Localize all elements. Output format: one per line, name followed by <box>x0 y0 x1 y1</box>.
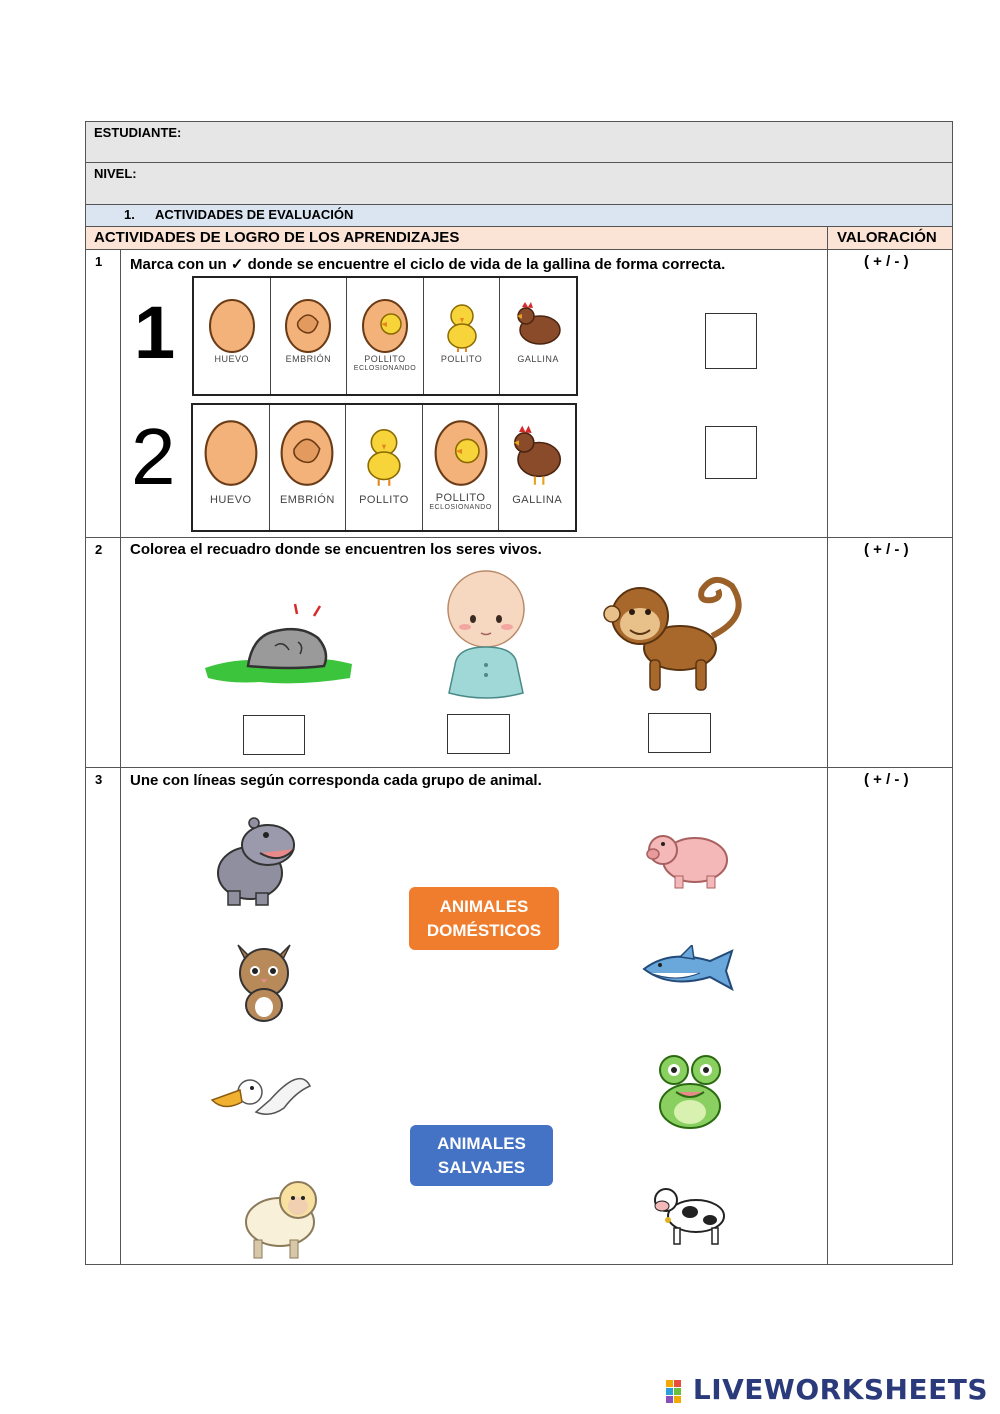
chick-icon <box>354 415 414 489</box>
cycle-1-checkbox[interactable] <box>705 313 757 369</box>
item-number: 2 <box>95 542 103 557</box>
baby-checkbox[interactable] <box>447 714 510 754</box>
item-rating: ( + / - ) <box>864 253 909 270</box>
cycle-cell-hatching <box>347 278 424 394</box>
cycle-cell-caption: GALLINA <box>512 494 563 506</box>
domestic-animals-badge: ANIMALES DOMÉSTICOS <box>409 887 559 950</box>
cycle-cell-caption: HUEVO <box>209 494 252 506</box>
level-row <box>85 163 953 205</box>
chick-icon <box>434 294 490 354</box>
cycle-cell-chick <box>346 405 423 530</box>
cycle-2-strip <box>191 403 577 532</box>
baby-image <box>437 565 535 702</box>
item-number: 1 <box>95 254 103 269</box>
student-row <box>85 121 953 163</box>
egg-icon <box>204 294 260 354</box>
item-question: Colorea el recuadro donde se encuentren los seres vivos. <box>130 541 542 558</box>
liveworksheets-logo: LIVEWORKSHEETS <box>666 1373 988 1406</box>
shark-image <box>640 945 735 993</box>
cycle-cell-hatching <box>423 405 500 530</box>
cycle-cell-caption: POLLITO ECLOSIONANDO <box>353 354 417 372</box>
embryo-egg-icon <box>277 415 337 489</box>
cycle-2-number: 2 <box>131 412 176 501</box>
cow-image <box>650 1182 730 1248</box>
item-number: 3 <box>95 772 103 787</box>
pig-image <box>645 822 733 892</box>
student-label: ESTUDIANTE: <box>94 125 182 140</box>
activities-column-header: ACTIVIDADES DE LOGRO DE LOS APRENDIZAJES <box>94 229 460 246</box>
hen-icon <box>510 294 566 354</box>
rating-divider <box>827 768 828 1264</box>
cycle-cell-egg <box>194 278 271 394</box>
egg-icon <box>201 415 261 489</box>
embryo-egg-icon <box>280 294 336 354</box>
cycle-cell-caption: POLLITO ECLOSIONANDO <box>429 492 492 511</box>
hippo-image <box>210 813 300 908</box>
cycle-1-strip <box>192 276 578 396</box>
monkey-checkbox[interactable] <box>648 713 711 753</box>
rock-on-grass-image <box>200 598 355 694</box>
logo-grid-icon <box>666 1378 690 1402</box>
cycle-cell-embryo <box>271 278 348 394</box>
cat-image <box>228 935 300 1023</box>
cycle-cell-egg <box>193 405 270 530</box>
item-question: Marca con un ✓ donde se encuentre el ciclo de vida de la gallina de forma correcta. <box>130 256 726 273</box>
cycle-cell-hen <box>499 405 575 530</box>
hatching-chick-icon <box>431 415 491 489</box>
cycle-2-checkbox[interactable] <box>705 426 757 479</box>
hatching-chick-icon <box>357 294 413 354</box>
rating-column-header: VALORACIÓN <box>837 229 937 246</box>
section-title: ACTIVIDADES DE EVALUACIÓN <box>155 207 354 222</box>
cycle-cell-caption: EMBRIÓN <box>279 494 335 506</box>
cycle-cell-hen <box>500 278 576 394</box>
monkey-image <box>602 576 750 698</box>
number-divider <box>120 250 121 537</box>
section-number: 1. <box>124 207 135 222</box>
pelican-image <box>210 1070 312 1122</box>
item-rating: ( + / - ) <box>864 541 909 558</box>
level-label: NIVEL: <box>94 166 137 181</box>
cycle-1-number: 1 <box>134 291 176 374</box>
column-divider <box>827 227 828 249</box>
column-header-row <box>85 227 953 250</box>
section-row <box>85 205 953 227</box>
cycle-cell-chick <box>424 278 501 394</box>
cycle-cell-caption: POLLITO <box>359 494 409 506</box>
rating-divider <box>827 538 828 767</box>
cycle-cell-caption: HUEVO <box>214 354 250 364</box>
cycle-cell-embryo <box>270 405 347 530</box>
frog-image <box>652 1050 728 1132</box>
cycle-cell-caption: GALLINA <box>517 354 559 364</box>
cycle-cell-caption: POLLITO <box>440 354 483 364</box>
number-divider <box>120 538 121 767</box>
sheep-image <box>240 1170 322 1262</box>
item-rating: ( + / - ) <box>864 771 909 788</box>
number-divider <box>120 768 121 1264</box>
cycle-cell-caption: EMBRIÓN <box>285 354 332 364</box>
item-question: Une con líneas según corresponda cada grupo de animal. <box>130 772 542 789</box>
rating-divider <box>827 250 828 537</box>
hen-icon <box>507 415 567 489</box>
wild-animals-badge: ANIMALES SALVAJES <box>410 1125 553 1186</box>
rock-checkbox[interactable] <box>243 715 305 755</box>
